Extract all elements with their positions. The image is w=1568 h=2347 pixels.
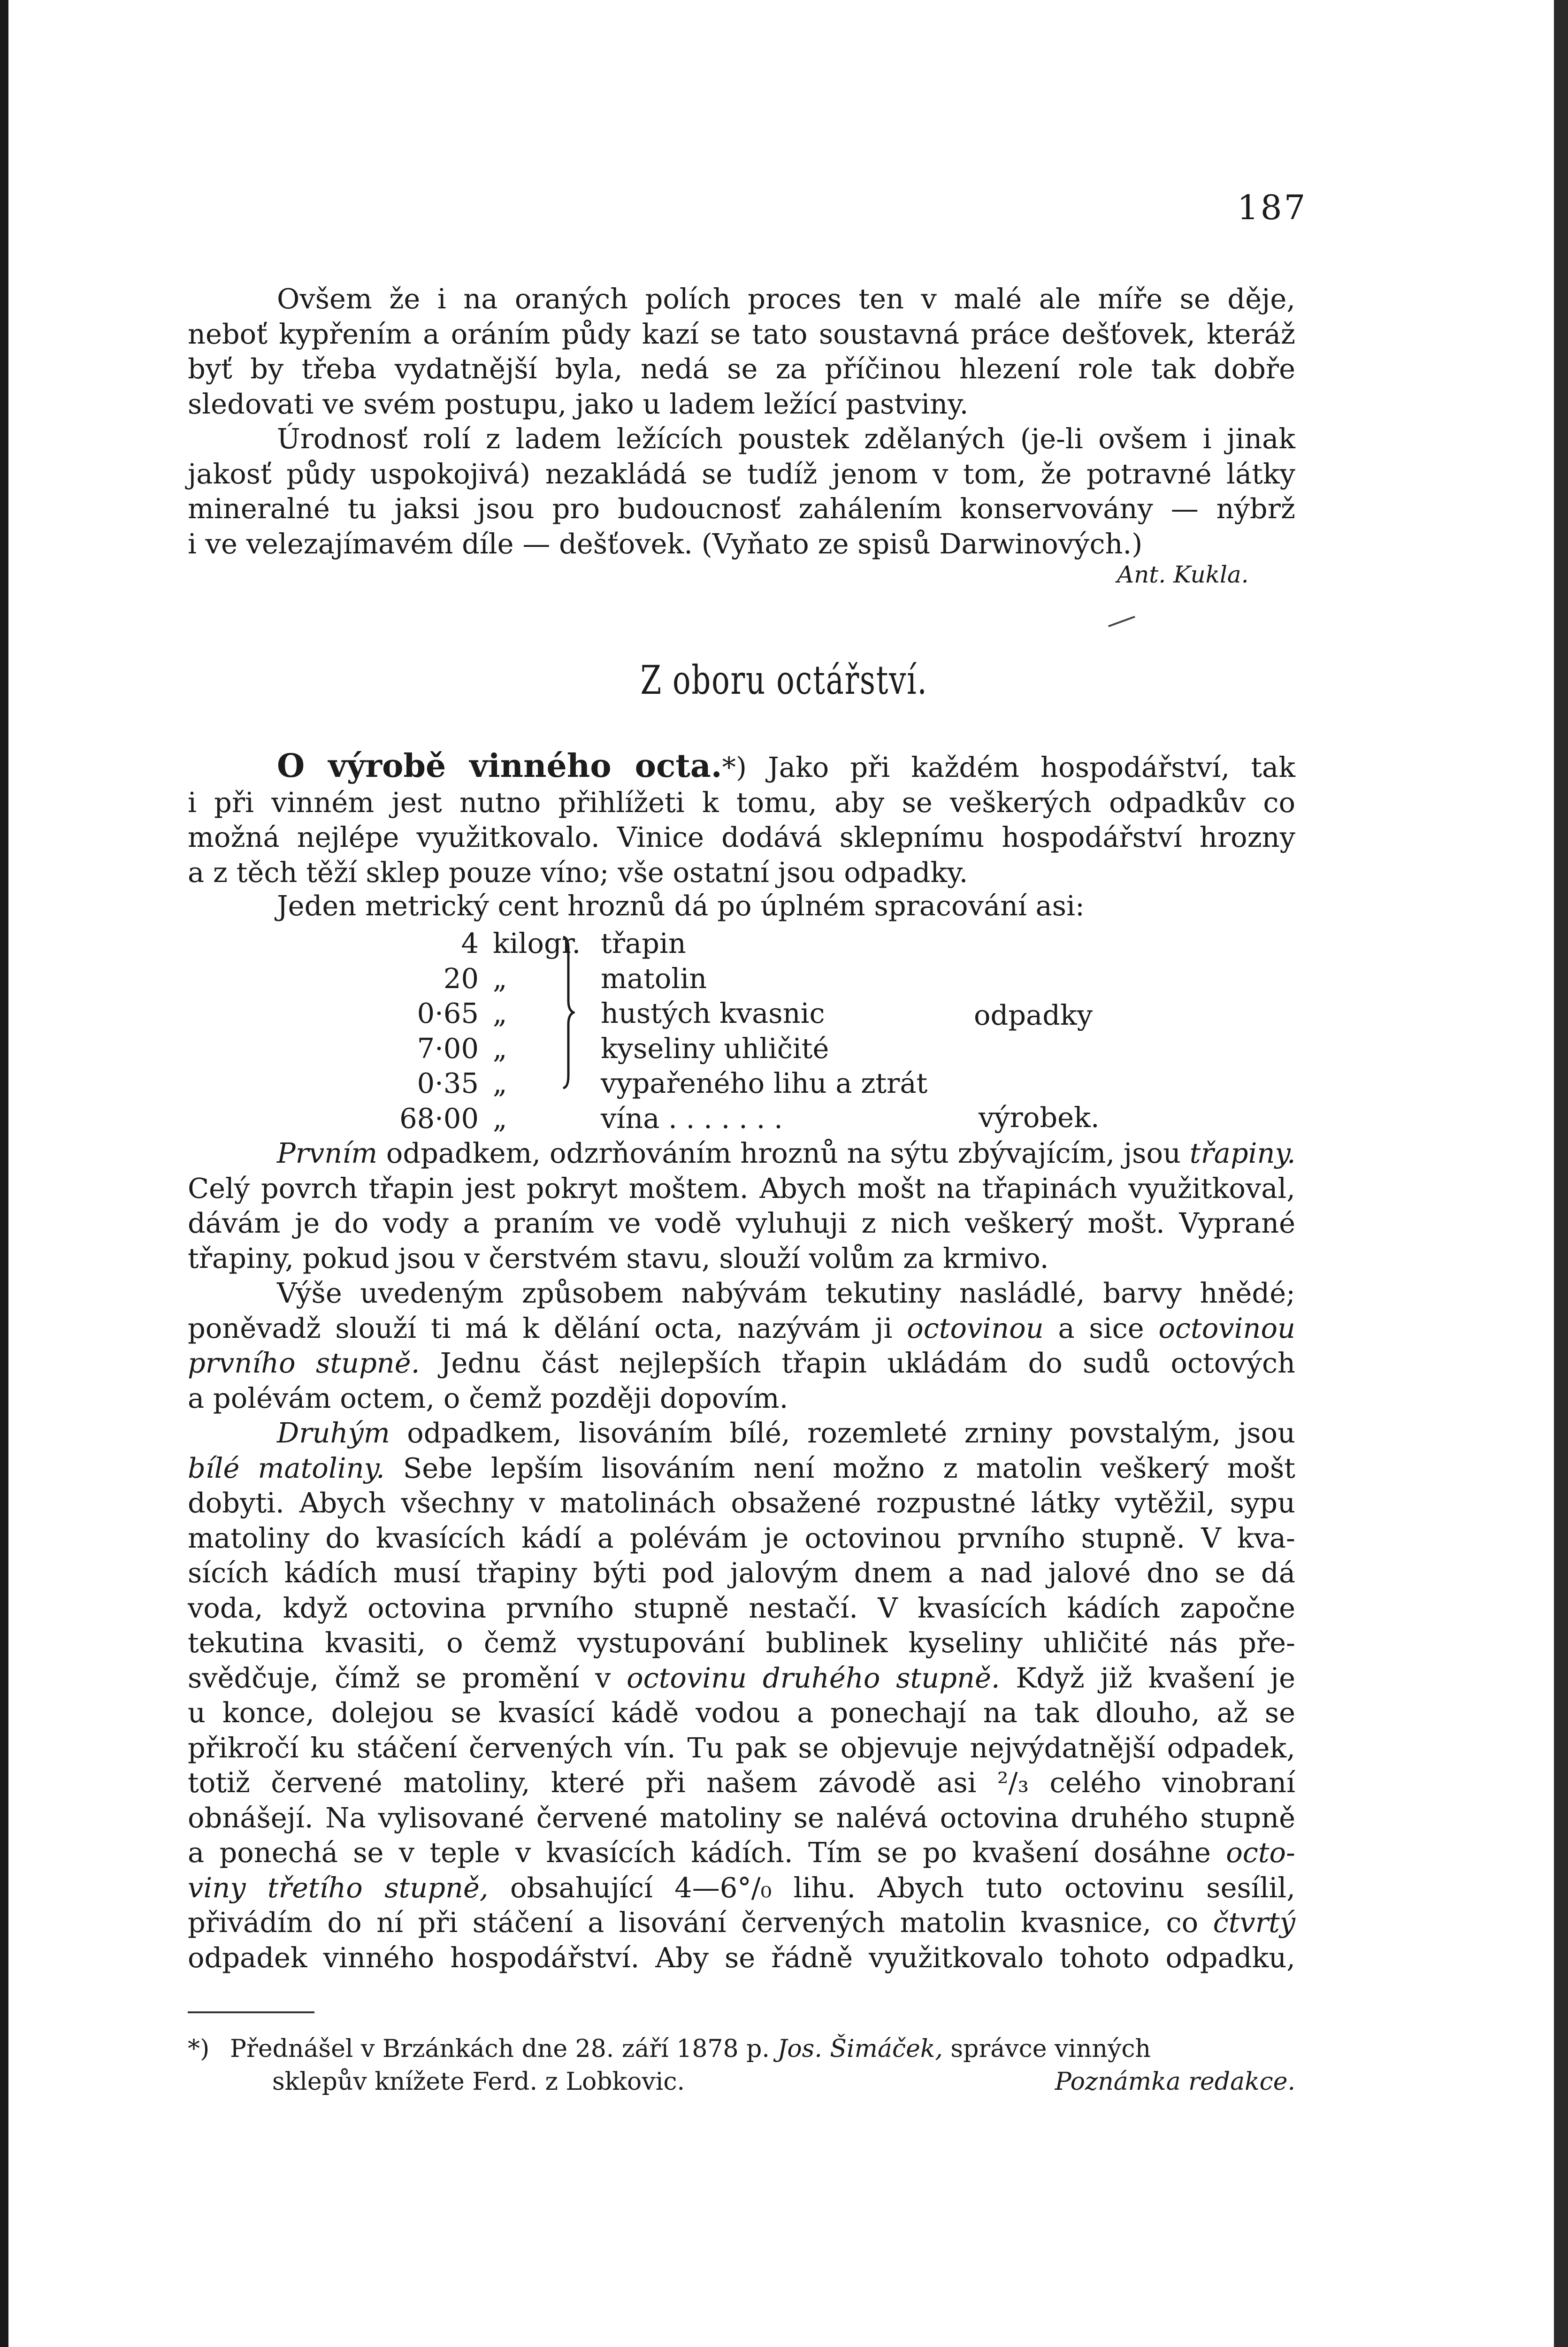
footnote-text: správce vinných — [942, 2035, 1151, 2063]
text-fragment: Sebe lepším lisováním není možno z matolin veškerý mošt — [384, 1451, 1295, 1484]
text-line: Ovšem že i na oraných polích proces ten v malé ale míře se děje, — [277, 283, 1295, 315]
emphasis: octovinou — [907, 1312, 1044, 1344]
text-line: jakosť půdy uspokojivá) nezakládá se tudíž jenom v tom, že potravné látky — [188, 457, 1295, 490]
footnote-text: sklepův knížete Ferd. z Lobkovic. — [272, 2068, 685, 2096]
footnote-mark: *) — [188, 2035, 210, 2063]
text-line — [188, 1451, 1295, 1486]
text-fragment: odpadkem, lisováním bílé, rozemleté zrniny povstalým, jsou — [390, 1417, 1295, 1449]
table-cell-unit: „ — [493, 962, 507, 995]
text-line — [188, 1416, 1295, 1451]
text-fragment: a ponechá se v teple v kvasících kádích. Tím se po kvašení dosáhne — [188, 1836, 1226, 1869]
table-cell-amount: 4 — [461, 927, 479, 959]
text-fragment: přivádím do ní při stáčení a lisování červených matolin kvasnice, co — [188, 1906, 1213, 1939]
text-line: možná nejlépe využitkovalo. Vinice dodává sklepnímu hospodářství hrozny — [188, 821, 1295, 853]
text-fragment: poněvadž slouží ti má k dělání octa, nazývám ji — [188, 1312, 907, 1344]
text-line: sledovati ve svém postupu, jako u ladem ležící pastviny. — [188, 387, 969, 420]
table-cell-amount: 0·65 — [417, 997, 479, 1029]
section-title: Z oboru octářství. — [640, 657, 928, 703]
emphasis: Druhým — [277, 1417, 390, 1449]
footnote-author: Jos. Šimáček, — [777, 2035, 943, 2063]
text-line — [188, 1871, 1295, 1906]
text-line: byť by třeba vydatnější byla, nedá se za příčinou hlezení role tak dobře — [188, 353, 1295, 385]
intro-paragraph-1 — [188, 282, 1295, 422]
table-cell-unit: „ — [493, 1067, 507, 1099]
text-line: dobyti. Abych všechny v matolinách obsažené rozpustné látky vytěžil, sypu — [188, 1487, 1295, 1519]
footnote-rule — [188, 2011, 314, 2013]
text-fragment: svědčuje, čímž se promění v — [188, 1661, 627, 1694]
text-fragment: obsahující 4—6°/₀ lihu. Abych tuto octovinu sesílil, — [488, 1871, 1296, 1904]
table-cell-amount: 7·00 — [417, 1032, 479, 1065]
table-cell-item: třapin — [601, 927, 686, 959]
text-line: přikročí ku stáčení červených vín. Tu pak se objevuje nejvýdatnější odpadek, — [188, 1731, 1295, 1764]
article-paragraph-1 — [188, 749, 1295, 890]
text-line: Úrodnosť rolí z ladem ležících poustek zdělaných (je-li ovšem i jinak — [277, 422, 1295, 455]
table-cell-amount: 68·00 — [399, 1102, 479, 1135]
text-line: Jeden metrický cent hroznů dá po úplném spracování asi: — [277, 890, 1085, 922]
table-cell-unit: „ — [493, 997, 507, 1029]
ornament-dash — [1108, 616, 1135, 627]
article-paragraph-5 — [188, 1416, 1295, 1975]
table-cell-item: hustých kvasnic — [601, 997, 825, 1029]
text-line: odpadek vinného hospodářství. Aby se řádně využitkovalo tohoto odpadku, — [188, 1941, 1295, 1974]
curly-brace-icon — [561, 935, 575, 1090]
page-number: 187 — [1237, 188, 1308, 227]
emphasis: čtvrtý — [1213, 1906, 1295, 1939]
text-fragment: Jako při každém hospodářství, tak — [768, 751, 1295, 783]
text-line — [188, 1346, 1295, 1381]
text-line: neboť kypřením a oráním půdy kazí se tato soustavná práce dešťovek, kteráž — [188, 317, 1295, 350]
text-line — [188, 1835, 1295, 1871]
emphasis: bílé matoliny. — [188, 1451, 385, 1484]
footnote-line-2 — [272, 2065, 1295, 2098]
emphasis: octo- — [1226, 1836, 1295, 1869]
text-line — [188, 749, 1295, 785]
text-line: a polévám octem, o čemž později dopovím. — [188, 1381, 788, 1414]
text-line: i při vinném jest nutno přihlížeti k tomu, aby se veškerých odpadkův co — [188, 786, 1295, 819]
footnote-mark: *) — [722, 751, 747, 783]
table-cell-item: kyseliny uhličité — [601, 1032, 829, 1065]
table-cell-item: vína . . . . . . . — [601, 1102, 783, 1135]
signature: Ant. Kukla. — [1117, 561, 1249, 588]
emphasis: octovinu druhého stupně. — [627, 1661, 1000, 1694]
table-cell-unit: „ — [493, 1102, 507, 1135]
scan-edge-left — [0, 0, 8, 2347]
article-paragraph-4 — [188, 1276, 1295, 1416]
footnote — [188, 2033, 1295, 2065]
text-line — [188, 1311, 1295, 1346]
emphasis: Prvním — [277, 1137, 378, 1169]
editor-note: Poznámka redakce. — [1055, 2068, 1295, 2096]
text-line: Výše uvedeným způsobem nabývám tekutiny nasládlé, barvy hnědé; — [277, 1277, 1295, 1309]
table-cell-item: matolin — [601, 962, 707, 995]
table-cell-unit: kilogr. — [493, 927, 581, 959]
text-line: totiž červené matoliny, které při našem závodě asi ²/₃ celého vinobraní — [188, 1766, 1295, 1799]
text-line: obnášejí. Na vylisované červené matoliny se nalévá octovina druhého stupně — [188, 1801, 1295, 1834]
scan-edge-right — [1554, 0, 1568, 2347]
footnote-text: Přednášel v Brzánkách dne 28. září 1878 p. — [230, 2035, 778, 2063]
emphasis: třapiny. — [1189, 1137, 1296, 1169]
table-cell-amount: 0·35 — [417, 1067, 479, 1099]
text-line: u konce, dolejou se kvasící kádě vodou a ponechají na tak dlouho, až se — [188, 1696, 1295, 1729]
text-line: mineralné tu jaksi jsou pro budoucnosť zahálením konservovány — nýbrž — [188, 492, 1295, 525]
text-line: třapiny, pokud jsou v čerstvém stavu, slouží volům za krmivo. — [188, 1242, 1049, 1274]
product-label: výrobek. — [979, 1101, 1100, 1134]
brace-label: odpadky — [974, 999, 1093, 1031]
article-paragraph-3 — [188, 1136, 1295, 1276]
table-cell-item: vypařeného lihu a ztrát — [601, 1067, 928, 1099]
article-paragraph-2 — [188, 889, 1295, 924]
emphasis: octovinou — [1158, 1312, 1295, 1344]
emphasis: viny třetího stupně, — [188, 1871, 489, 1904]
text-fragment: a sice — [1043, 1312, 1159, 1344]
table-cell-amount: 20 — [443, 962, 479, 995]
text-line: matoliny do kvasících kádí a polévám je octovinou prvního stupně. V kva- — [188, 1521, 1295, 1554]
table-cell-unit: „ — [493, 1032, 507, 1065]
text-fragment: Jednu část nejlepších třapin ukládám do sudů octových — [420, 1347, 1295, 1379]
text-line — [188, 1661, 1295, 1696]
article-heading: O výrobě vinného octa. — [277, 747, 722, 785]
text-line: dávám je do vody a praním ve vodě vyluhuji z nich veškerý mošt. Vyprané — [188, 1207, 1295, 1239]
text-line: a z těch těží sklep pouze víno; vše ostatní jsou odpadky. — [188, 856, 968, 889]
text-line: i ve velezajímavém díle — dešťovek. (Vyňato ze spisů Darwinových.) — [188, 527, 1143, 560]
text-fragment: odpadkem, odzrňováním hroznů na sýtu zbývajícím, jsou — [377, 1137, 1190, 1169]
text-line: Celý povrch třapin jest pokryt moštem. Abych mošt na třapinách využitkoval, — [188, 1172, 1295, 1204]
text-line: tekutina kvasiti, o čemž vystupování bublinek kyseliny uhličité nás pře- — [188, 1626, 1295, 1659]
text-line — [188, 1136, 1295, 1171]
emphasis: prvního stupně. — [188, 1347, 420, 1379]
text-line: voda, když octovina prvního stupně nestačí. V kvasících kádích započne — [188, 1591, 1295, 1624]
text-fragment: Když již kvašení je — [1000, 1661, 1295, 1694]
text-line — [188, 1905, 1295, 1940]
intro-paragraph-2 — [188, 422, 1295, 561]
text-line: sících kádích musí třapiny býti pod jalovým dnem a nad jalové dno se dá — [188, 1557, 1295, 1589]
